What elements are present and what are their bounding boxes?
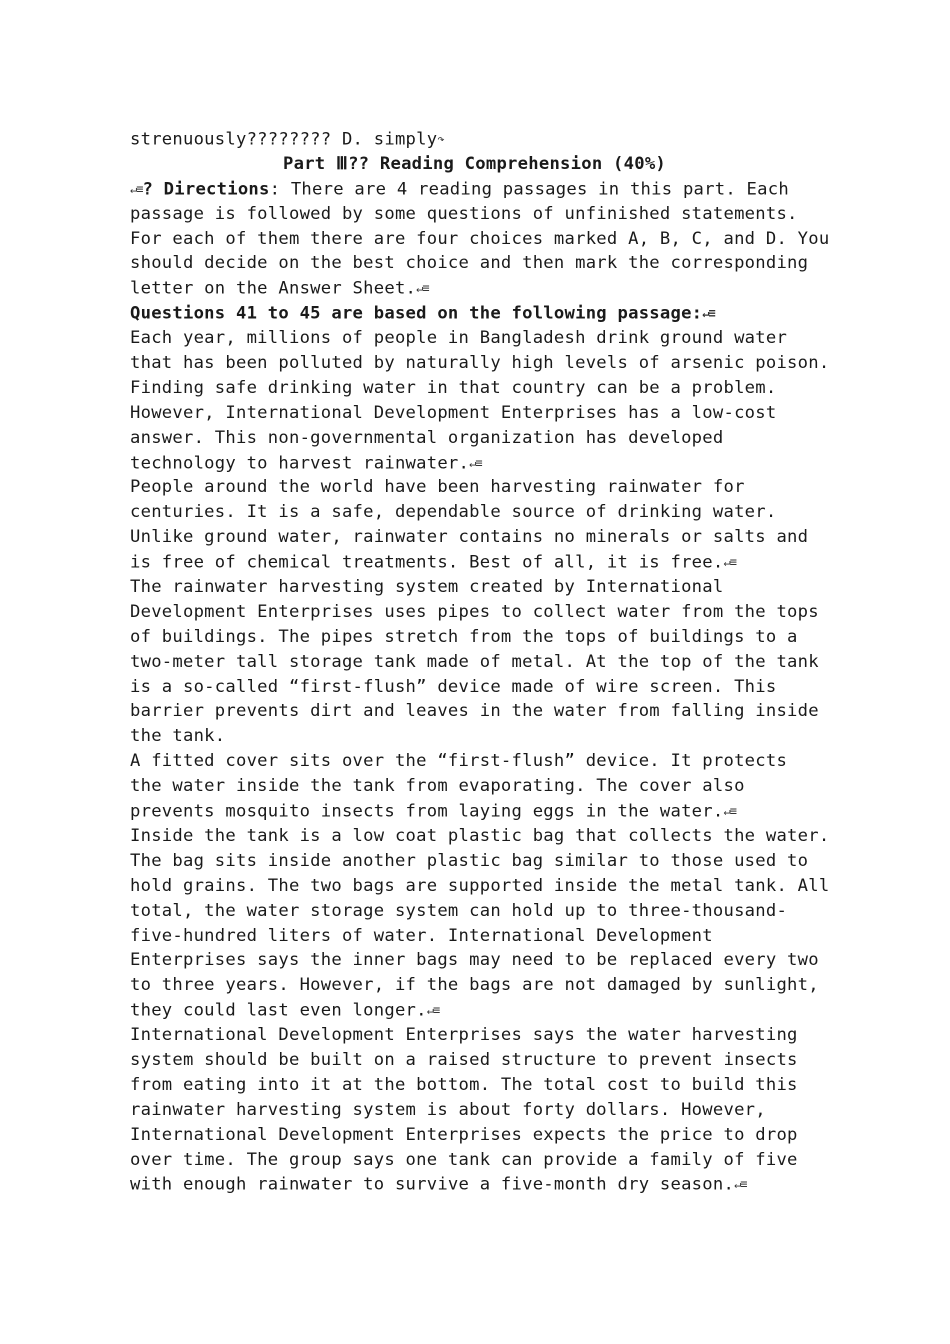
text-line: system should be built on a raised structure to prevent insects [130,1049,798,1070]
text-line: For each of them there are four choices marked A, B, C, and D. You [130,228,830,249]
text-line: The bag sits inside another plastic bag similar to those used to [130,850,809,871]
text-line: prevents mosquito insects from laying eggs in the water.↵≡ [130,801,736,822]
text-line: the water inside the tank from evaporating. The cover also [130,776,745,797]
text-line: of buildings. The pipes stretch from the tops of buildings to a [130,626,798,647]
text-line: Development Enterprises uses pipes to collect water from the tops [130,601,819,622]
text-line: Unlike ground water, rainwater contains no minerals or salts and [130,527,809,548]
text-line: Each year, millions of people in Bangladesh drink ground water [130,328,788,349]
text-line: However, International Development Enterprises has a low-cost [130,402,777,423]
text-line: centuries. It is a safe, dependable source of drinking water. [130,502,777,523]
text-line: answer. This non-governmental organization has developed [130,427,724,448]
text-line: Inside the tank is a low coat plastic bag that collects the water. [130,825,830,846]
text-line: is a so-called “first-flush” device made of wire screen. This [130,676,777,697]
text-line: hold grains. The two bags are supported inside the metal tank. All [130,875,830,896]
paragraph-mark-icon: ↵≡ [723,804,736,819]
text-line: A fitted cover sits over the “first-flush” device. It protects [130,751,788,772]
text-line: that has been polluted by naturally high levels of arsenic poison. [130,353,830,374]
text-line: Finding safe drinking water in that country can be a problem. [130,377,777,398]
paragraph-mark-icon: ↵≡ [426,1003,440,1018]
line-end-mark-icon: ↷ [437,132,444,146]
text-line: total, the water storage system can hold up to three-thousand- [130,900,788,921]
text-line: The rainwater harvesting system created by International [130,577,724,598]
text-line: International Development Enterprises says the water harvesting [130,1025,798,1046]
paragraph-mark-icon: ↵≡ [723,555,736,570]
text-line: two-meter tall storage tank made of metal. At the top of the tank [130,651,819,672]
text-line: barrier prevents dirt and leaves in the water from falling inside [130,701,819,722]
text-line: rainwater harvesting system is about forty dollars. However, [130,1099,766,1120]
text-line: to three years. However, if the bags are not damaged by sunlight, [130,975,819,996]
paragraph-mark-icon: ↵≡ [130,181,143,196]
text-line: passage is followed by some questions of unfinished statements. [130,203,798,224]
document-page [130,127,830,1197]
section-heading: Part Ⅲ?? Reading Comprehension (40%) [283,153,667,174]
directions-line: ↵≡? Directions: There are 4 reading passages in this part. Each [130,179,789,200]
text-line: the tank. [130,726,226,747]
paragraph-mark-icon: ↵≡ [734,1177,747,1192]
questions-heading: Questions 41 to 45 are based on the following passage:↵≡ [130,303,715,324]
text-line: Enterprises says the inner bags may need to be replaced every two [130,950,819,971]
text-line: from eating into it at the bottom. The total cost to build this [130,1074,798,1095]
paragraph-mark-icon: ↵≡ [416,281,429,296]
paragraph-mark-icon: ↵≡ [469,455,482,470]
paragraph-mark-icon: ↵≡ [702,306,715,321]
text-line: should decide on the best choice and then mark the corresponding [130,253,809,274]
text-line: over time. The group says one tank can provide a family of five [130,1149,798,1170]
directions-label: ? Directions [142,179,270,200]
text-line: with enough rainwater to survive a five-month dry season.↵≡ [130,1174,747,1195]
text-line: letter on the Answer Sheet.↵≡ [130,278,429,299]
text-line: International Development Enterprises expects the price to drop [130,1124,798,1145]
text-line: strenuously???????? D. simply↷ [130,129,444,150]
text-line: five-hundred liters of water. International Development [130,925,713,946]
text-line: technology to harvest rainwater.↵≡ [130,453,482,474]
text-line: they could last even longer.↵≡ [130,1000,440,1021]
text-line: People around the world have been harvesting rainwater for [130,477,745,498]
text-line: is free of chemical treatments. Best of all, it is free.↵≡ [130,552,736,573]
